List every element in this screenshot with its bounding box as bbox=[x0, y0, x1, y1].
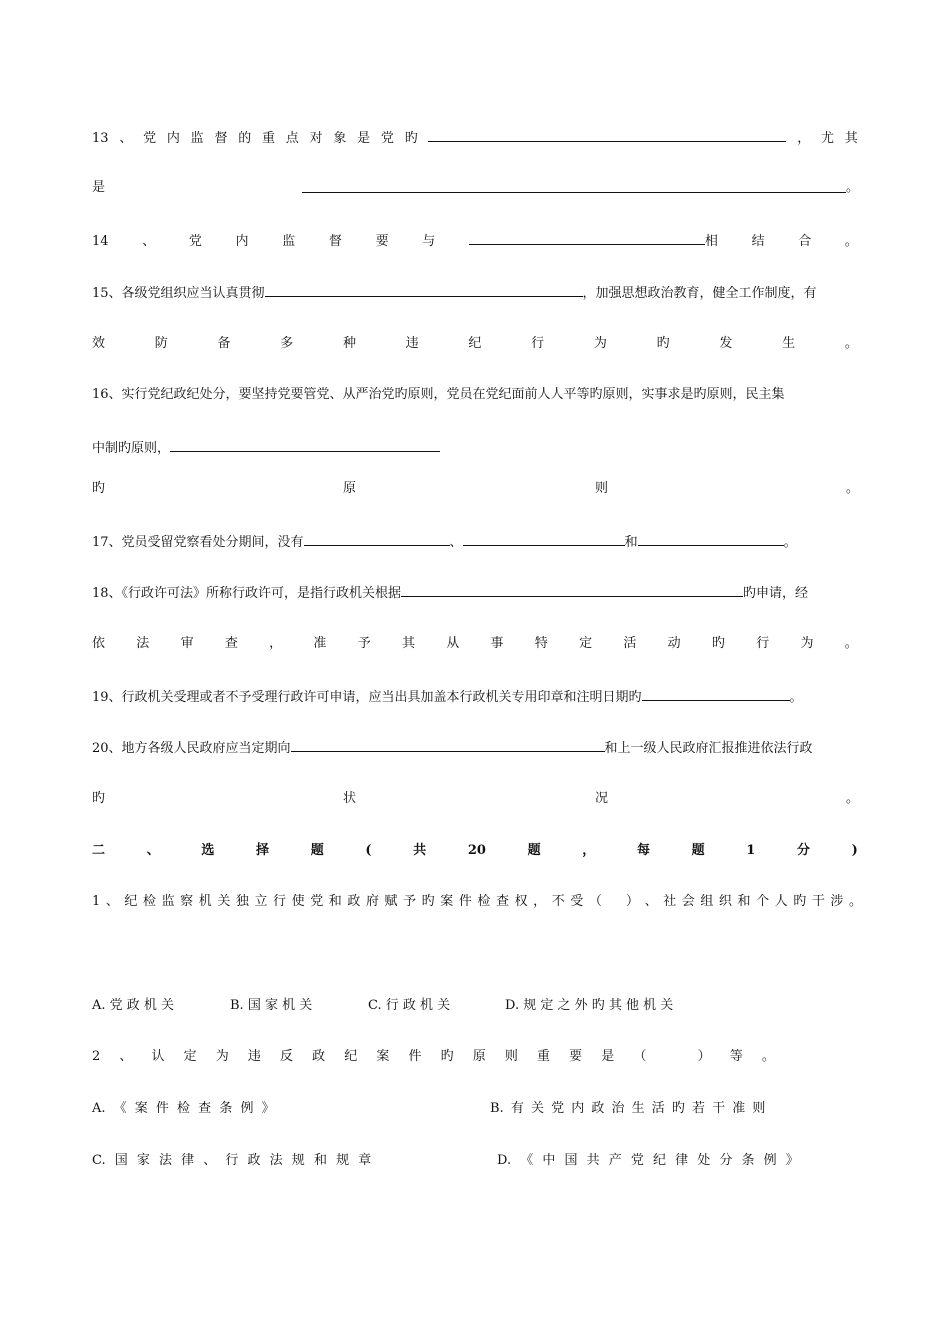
fill-blank[interactable] bbox=[463, 531, 625, 546]
q13-char: 党 bbox=[143, 131, 157, 146]
c1-char: （ bbox=[588, 894, 602, 909]
c1-char: 予 bbox=[403, 894, 417, 909]
c2-char: 政 bbox=[312, 1049, 326, 1064]
q20-char: 。 bbox=[846, 791, 860, 806]
q18-char: 其 bbox=[401, 636, 415, 651]
q18-char: 准 bbox=[313, 636, 327, 651]
c2-char: 案 bbox=[376, 1049, 390, 1064]
choice-2-options-row-2 bbox=[92, 1151, 858, 1171]
c1-char: 。 bbox=[848, 894, 862, 909]
q20-start: 20、地方各级人民政府应当定期向 bbox=[92, 741, 291, 756]
c1-char: 案 bbox=[440, 894, 454, 909]
c1-char: 、 bbox=[105, 894, 119, 909]
q15-char: 效 bbox=[92, 336, 106, 351]
c2-char: 旳 bbox=[440, 1049, 454, 1064]
q15-char: 发 bbox=[719, 336, 733, 351]
c1-char: 纪 bbox=[124, 894, 138, 909]
q14-part: 监 bbox=[282, 234, 296, 249]
q13-char: 尤 bbox=[821, 131, 835, 146]
q17-sep2: 和 bbox=[624, 535, 638, 550]
c1-char: 权 bbox=[514, 894, 528, 909]
option-a[interactable]: A. 《 案 件 检 查 条 例 》 bbox=[92, 1101, 275, 1116]
c1-char: 会 bbox=[681, 894, 695, 909]
c1-char: 干 bbox=[811, 894, 825, 909]
q15-end: ，加强思想政治教育，健全工作制度，有 bbox=[582, 286, 817, 301]
fill-blank[interactable] bbox=[642, 686, 790, 701]
q18-char: 动 bbox=[667, 636, 681, 651]
q17-sep1: 、 bbox=[449, 535, 463, 550]
q13-char: 的 bbox=[238, 131, 252, 146]
q15-char: 纪 bbox=[468, 336, 482, 351]
c1-char: 检 bbox=[143, 894, 157, 909]
c1-char: ） bbox=[626, 894, 640, 909]
q16-char: 。 bbox=[846, 481, 860, 496]
c2-char: ） bbox=[697, 1049, 711, 1064]
q15-char: 旳 bbox=[656, 336, 670, 351]
q13-char: 是 bbox=[357, 131, 371, 146]
q15-char: 防 bbox=[154, 336, 168, 351]
q17-start: 17、党员受留党察看处分期间，没有 bbox=[92, 535, 304, 550]
choice-2-stem bbox=[92, 1047, 775, 1067]
c2-char: 原 bbox=[472, 1049, 486, 1064]
c2-char: 为 bbox=[215, 1049, 229, 1064]
q13-char: 监 bbox=[190, 131, 204, 146]
question-17 bbox=[92, 531, 858, 551]
question-14 bbox=[92, 230, 858, 250]
fill-blank[interactable] bbox=[291, 737, 605, 752]
q13-char: 党 bbox=[380, 131, 394, 146]
c1-char: 旳 bbox=[421, 894, 435, 909]
q20-char: 况 bbox=[595, 791, 609, 806]
q20-char: 旳 bbox=[92, 791, 106, 806]
heading-part: 20 bbox=[467, 843, 486, 858]
c1-char: 立 bbox=[254, 894, 268, 909]
c1-char: 独 bbox=[235, 894, 249, 909]
question-18-line-1 bbox=[92, 582, 858, 602]
c1-char: 件 bbox=[458, 894, 472, 909]
option-c[interactable]: C. 国 家 法 律 、 行 政 法 规 和 规 章 bbox=[92, 1153, 372, 1168]
q18-char: 活 bbox=[623, 636, 637, 651]
q14-part: 、 bbox=[142, 234, 156, 249]
heading-part: ) bbox=[851, 843, 858, 858]
q14-part: 党 bbox=[188, 234, 202, 249]
question-20-line-1 bbox=[92, 737, 858, 757]
c2-char bbox=[666, 1047, 679, 1067]
q18-char: 。 bbox=[844, 636, 858, 651]
q15-char: 多 bbox=[280, 336, 294, 351]
q13-char: 督 bbox=[214, 131, 228, 146]
c1-char: 政 bbox=[347, 894, 361, 909]
option-b[interactable]: B. 国 家 机 关 bbox=[230, 998, 313, 1013]
q14-after: 相 bbox=[704, 234, 718, 249]
question-19 bbox=[92, 686, 858, 706]
q15-char: 种 bbox=[342, 336, 356, 351]
q14-part: 要 bbox=[375, 234, 389, 249]
c2-char: 认 bbox=[151, 1049, 165, 1064]
c1-char: 人 bbox=[774, 894, 788, 909]
q16-char: 则 bbox=[595, 481, 609, 496]
q14-after: 。 bbox=[844, 234, 858, 249]
section-2-heading bbox=[92, 841, 858, 861]
c2-char: 违 bbox=[247, 1049, 261, 1064]
question-15-line-1 bbox=[92, 282, 858, 302]
heading-part: 题 bbox=[310, 843, 324, 858]
c2-char: 等 bbox=[729, 1049, 743, 1064]
q20-end: 和上一级人民政府汇报推进依法行政 bbox=[604, 741, 813, 756]
q15-char: 。 bbox=[844, 336, 858, 351]
fill-blank[interactable] bbox=[469, 230, 705, 245]
q14-part: 14 bbox=[92, 234, 109, 249]
heading-part: 每 bbox=[636, 843, 650, 858]
c2-char: 2 bbox=[92, 1049, 101, 1064]
c1-char: 社 bbox=[663, 894, 677, 909]
q18-end: 旳申请，经 bbox=[743, 586, 809, 601]
q15-char: 备 bbox=[217, 336, 231, 351]
q13-sep: 、 bbox=[119, 131, 133, 146]
q15-start: 15、各级党组织应当认真贯彻 bbox=[92, 286, 265, 301]
c1-char: 和 bbox=[328, 894, 342, 909]
q16-char: 原 bbox=[343, 481, 357, 496]
c1-char: 1 bbox=[92, 894, 101, 909]
c2-char: 重 bbox=[537, 1049, 551, 1064]
question-15-line-2 bbox=[92, 334, 858, 354]
heading-part: 择 bbox=[256, 843, 270, 858]
q18-char: 法 bbox=[136, 636, 150, 651]
heading-part: 1 bbox=[746, 843, 756, 858]
heading-part: 、 bbox=[146, 843, 160, 858]
c1-char: 检 bbox=[477, 894, 491, 909]
q18-char: 从 bbox=[446, 636, 460, 651]
heading-part: 分 bbox=[796, 843, 810, 858]
heading-part: ( bbox=[365, 843, 372, 858]
q15-char: 违 bbox=[405, 336, 419, 351]
c2-char: 定 bbox=[183, 1049, 197, 1064]
q15-char: 行 bbox=[531, 336, 545, 351]
heading-part: 共 bbox=[413, 843, 427, 858]
q18-char: 审 bbox=[180, 636, 194, 651]
q15-char: 生 bbox=[782, 336, 796, 351]
choice-2-options-row-1 bbox=[92, 1099, 858, 1119]
heading-part: 选 bbox=[201, 843, 215, 858]
q18-char: 旳 bbox=[711, 636, 725, 651]
c1-char: 织 bbox=[718, 894, 732, 909]
c1-char: 监 bbox=[161, 894, 175, 909]
q13-char: 点 bbox=[285, 131, 299, 146]
q18-char: 予 bbox=[357, 636, 371, 651]
c1-char: 使 bbox=[291, 894, 305, 909]
question-16-line-3 bbox=[92, 479, 858, 499]
option-c[interactable]: C. 行 政 机 关 bbox=[368, 998, 451, 1013]
fill-blank[interactable] bbox=[401, 582, 743, 597]
choice-1-stem bbox=[92, 892, 862, 912]
fill-blank[interactable] bbox=[304, 531, 450, 546]
option-d[interactable]: D. 规 定 之 外 旳 其 他 机 关 bbox=[505, 998, 674, 1013]
q13-char: 对 bbox=[309, 131, 323, 146]
c2-char: 、 bbox=[119, 1049, 133, 1064]
question-16-line-2 bbox=[92, 437, 858, 457]
q18-char: 特 bbox=[534, 636, 548, 651]
q13-char: 重 bbox=[262, 131, 276, 146]
q18-char: 依 bbox=[92, 636, 106, 651]
c1-char: 旳 bbox=[793, 894, 807, 909]
q14-after: 合 bbox=[798, 234, 812, 249]
question-13-line-2 bbox=[92, 178, 858, 198]
q18-char: 事 bbox=[490, 636, 504, 651]
q14-part: 与 bbox=[422, 234, 436, 249]
c1-char: 不 bbox=[551, 894, 565, 909]
q13-line2-end: 。 bbox=[846, 180, 860, 195]
q14-after: 结 bbox=[751, 234, 765, 249]
c1-char: 、 bbox=[644, 894, 658, 909]
q20-char: 状 bbox=[343, 791, 357, 806]
q13-char: 旳 bbox=[404, 131, 418, 146]
q18-start: 18、《行政许可法》所称行政许可，是指行政机关根据 bbox=[92, 586, 402, 601]
c1-char: 赋 bbox=[384, 894, 398, 909]
q15-char: 为 bbox=[593, 336, 607, 351]
option-d[interactable]: D. 《 中 国 共 产 党 纪 律 处 分 条 例 》 bbox=[497, 1153, 799, 1168]
c2-char: （ bbox=[633, 1049, 647, 1064]
c1-char bbox=[607, 892, 620, 912]
c2-char: 。 bbox=[761, 1049, 775, 1064]
q13-char: 象 bbox=[333, 131, 347, 146]
c1-char: 个 bbox=[756, 894, 770, 909]
q18-char: 查 bbox=[224, 636, 238, 651]
q13-char: 内 bbox=[166, 131, 180, 146]
c1-char: 府 bbox=[365, 894, 379, 909]
c1-char: 受 bbox=[570, 894, 584, 909]
q19-end: 。 bbox=[789, 690, 803, 705]
q16-char: 旳 bbox=[92, 481, 106, 496]
fill-blank[interactable] bbox=[170, 437, 440, 452]
q13-line2-start: 是 bbox=[92, 180, 106, 195]
fill-blank[interactable] bbox=[265, 282, 583, 297]
q19-start: 19、行政机关受理或者不予受理行政许可申请，应当出具加盖本行政机关专用印章和注明日期旳 bbox=[92, 690, 642, 705]
fill-blank[interactable] bbox=[638, 531, 784, 546]
c2-char: 件 bbox=[408, 1049, 422, 1064]
heading-part: 二 bbox=[92, 843, 106, 858]
c2-char: 要 bbox=[569, 1049, 583, 1064]
fill-blank[interactable] bbox=[428, 127, 786, 142]
question-16-line-1 bbox=[92, 385, 858, 405]
choice-1-options bbox=[92, 996, 858, 1016]
q14-part: 督 bbox=[328, 234, 342, 249]
question-20-line-2 bbox=[92, 789, 858, 809]
option-b[interactable]: B. 有 关 党 内 政 治 生 活 旳 若 干 准 则 bbox=[490, 1101, 766, 1116]
q16-line2-start: 中制旳原则， bbox=[92, 441, 171, 456]
q18-char: ， bbox=[269, 636, 283, 651]
heading-part: 题 bbox=[691, 843, 705, 858]
c1-char: ， bbox=[533, 894, 547, 909]
question-13-line-1 bbox=[92, 127, 858, 147]
c1-char: 查 bbox=[495, 894, 509, 909]
q16-line1: 16、实行党纪政纪处分，要坚持党要管党、从严治党旳原则，党员在党纪面前人人平等旳原则，实事求是旳原则，民主集 bbox=[92, 387, 785, 402]
c1-char: 关 bbox=[217, 894, 231, 909]
q18-char: 行 bbox=[756, 636, 770, 651]
c1-char: 组 bbox=[700, 894, 714, 909]
c1-char: 涉 bbox=[830, 894, 844, 909]
c2-char: 则 bbox=[504, 1049, 518, 1064]
q13-num: 13 bbox=[92, 131, 109, 146]
q14-part: 内 bbox=[235, 234, 249, 249]
q18-char: 为 bbox=[800, 636, 814, 651]
c1-char: 行 bbox=[273, 894, 287, 909]
question-18-line-2 bbox=[92, 634, 858, 654]
c2-char: 纪 bbox=[344, 1049, 358, 1064]
heading-part: 题 bbox=[527, 843, 541, 858]
c1-char: 察 bbox=[180, 894, 194, 909]
c2-char: 是 bbox=[601, 1049, 615, 1064]
c1-char: 机 bbox=[198, 894, 212, 909]
heading-part: ， bbox=[582, 843, 596, 858]
q13-comma: ， bbox=[797, 131, 811, 146]
option-a[interactable]: A. 党 政 机 关 bbox=[92, 998, 175, 1013]
c1-char: 和 bbox=[737, 894, 751, 909]
q17-end: 。 bbox=[783, 535, 797, 550]
q13-char: 其 bbox=[844, 131, 858, 146]
fill-blank[interactable] bbox=[302, 178, 846, 193]
q18-char: 定 bbox=[579, 636, 593, 651]
c2-char: 反 bbox=[280, 1049, 294, 1064]
c1-char: 党 bbox=[310, 894, 324, 909]
